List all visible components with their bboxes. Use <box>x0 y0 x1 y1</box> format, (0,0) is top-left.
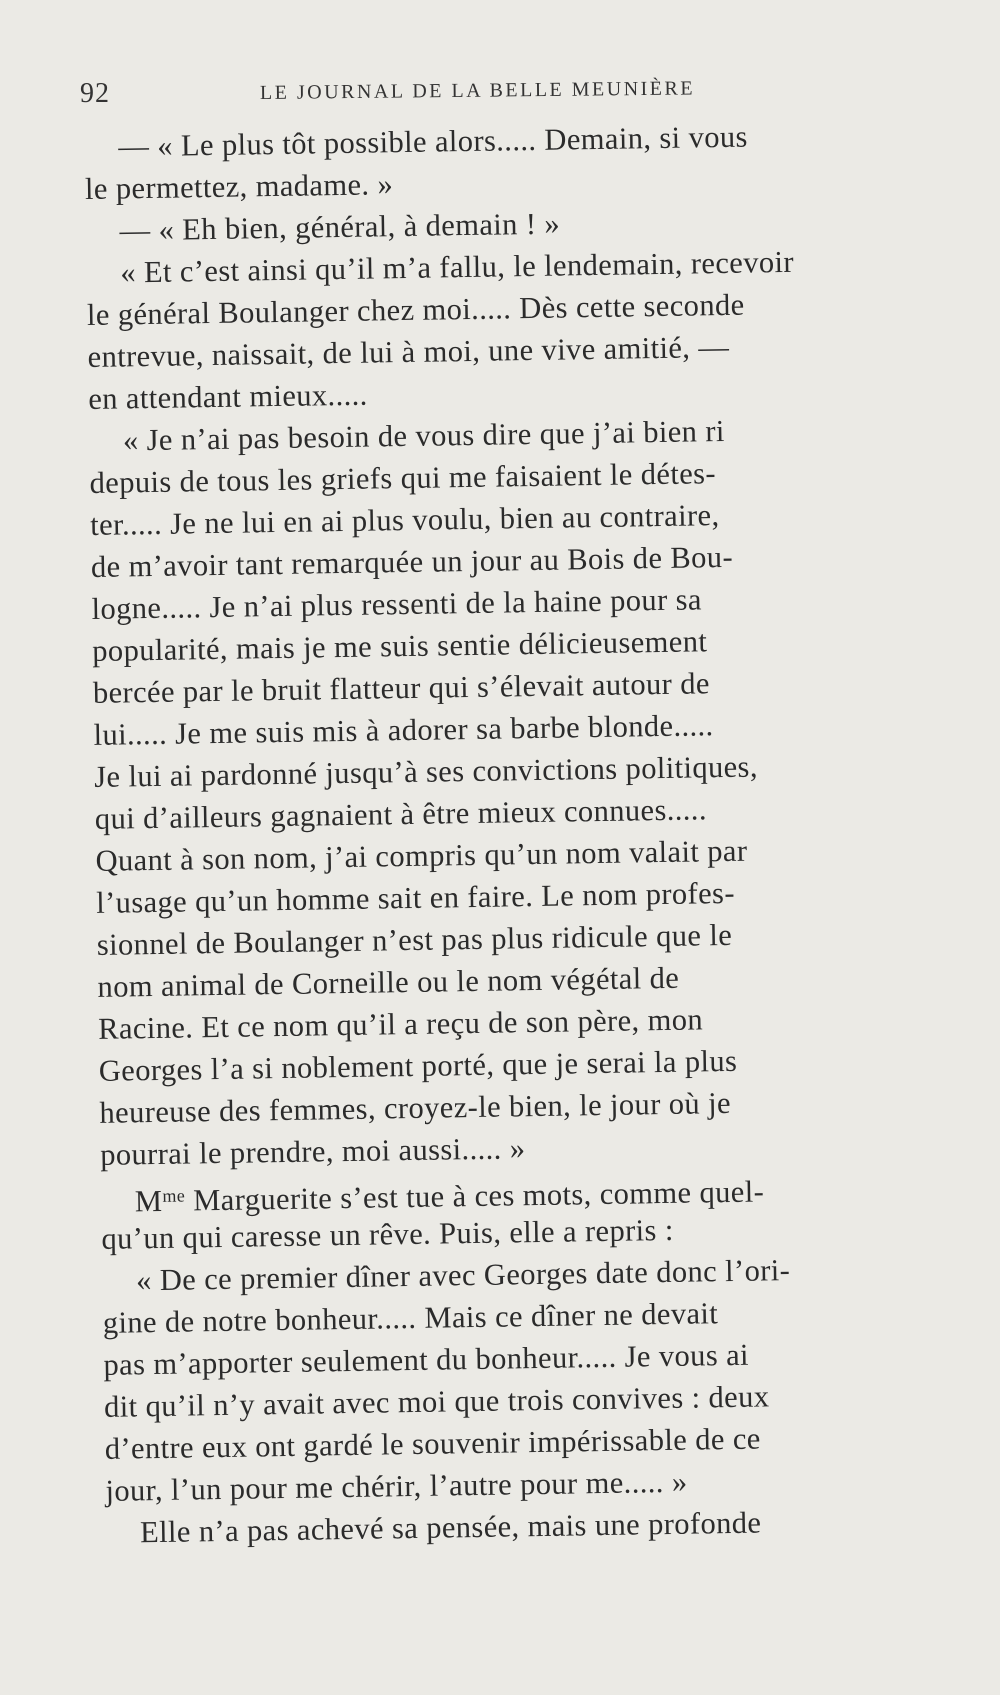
page-number: 92 <box>80 78 110 109</box>
mme-prefix: M <box>134 1183 163 1219</box>
text-line: Georges l’a si noblement porté, que je serai la plus <box>98 1043 738 1088</box>
page-header <box>80 78 920 118</box>
text-line: — « Le plus tôt possible alors..... Demain, si vous <box>118 119 749 164</box>
text-line: nom animal de Corneille ou le nom végétal de <box>97 960 680 1004</box>
text-line: sionnel de Boulanger n’est pas plus ridicule que le <box>96 917 733 962</box>
text-line: le permettez, madame. » <box>84 167 394 206</box>
text-line: heureuse des femmes, croyez-le bien, le jour où je <box>99 1085 732 1130</box>
text-line: l’usage qu’un homme sait en faire. Le nom profes- <box>95 875 736 920</box>
text-line: Racine. Et ce nom qu’il a reçu de son père, mon <box>97 1002 704 1046</box>
mme-rest: Marguerite s’est tue à ces mots, comme quel- <box>184 1174 765 1218</box>
text-line: bercée par le bruit flatteur qui s’élevait autour de <box>92 666 711 710</box>
text-line: en attendant mieux..... <box>88 377 368 416</box>
text-line: le général Boulanger chez moi..... Dès cette seconde <box>86 287 745 332</box>
text-line: gine de notre bonheur..... Mais ce dîner ne devait <box>102 1296 719 1340</box>
text-line: Je lui ai pardonné jusqu’à ses convictions politiques, <box>93 749 759 794</box>
text-line: logne..... Je n’ai plus ressenti de la haine pour sa <box>91 582 703 626</box>
mme-superscript: me <box>162 1185 186 1206</box>
text-line: popularité, mais je me suis sentie délicieusement <box>91 624 708 668</box>
text-line: ter..... Je ne lui en ai plus voulu, bien au contraire, <box>90 498 720 542</box>
body-text <box>84 112 1000 1554</box>
text-line: pas m’apporter seulement du bonheur..... Je vous ai <box>103 1337 750 1382</box>
text-line: jour, l’un pour me chérir, l’autre pour me..... » <box>105 1464 688 1508</box>
text-line: — « Eh bien, général, à demain ! » <box>119 206 561 248</box>
text-line: lui..... Je me suis mis à adorer sa barbe blonde..... <box>93 708 714 752</box>
text-line: « Et c’est ainsi qu’il m’a fallu, le lendemain, recevoir <box>120 244 795 290</box>
text-line: d’entre eux ont gardé le souvenir impérissable de ce <box>104 1421 761 1466</box>
text-line: dit qu’il n’y avait avec moi que trois convives : deux <box>103 1379 770 1424</box>
text-line: entrevue, naissait, de lui à moi, une vive amitié, — <box>87 329 730 374</box>
text-line: depuis de tous les griefs qui me faisaient le détes- <box>89 456 717 500</box>
text-line: qu’un qui caresse un rêve. Puis, elle a repris : <box>101 1212 674 1256</box>
text-line: qui d’ailleurs gagnaient à être mieux connues..... <box>94 792 708 836</box>
text-line: Quant à son nom, j’ai compris qu’un nom valait par <box>95 833 748 878</box>
text-line: de m’avoir tant remarquée un jour au Bois de Bou- <box>90 539 734 584</box>
text-line: Elle n’a pas achevé sa pensée, mais une profonde <box>139 1505 762 1550</box>
text-line: « De ce premier dîner avec Georges date donc l’ori- <box>135 1253 791 1298</box>
text-line: « Je n’ai pas besoin de vous dire que j’ai bien ri <box>122 413 726 458</box>
running-head: LE JOURNAL DE LA BELLE MEUNIÈRE <box>259 77 696 104</box>
text-line: pourrai le prendre, moi aussi..... » <box>99 1131 526 1172</box>
